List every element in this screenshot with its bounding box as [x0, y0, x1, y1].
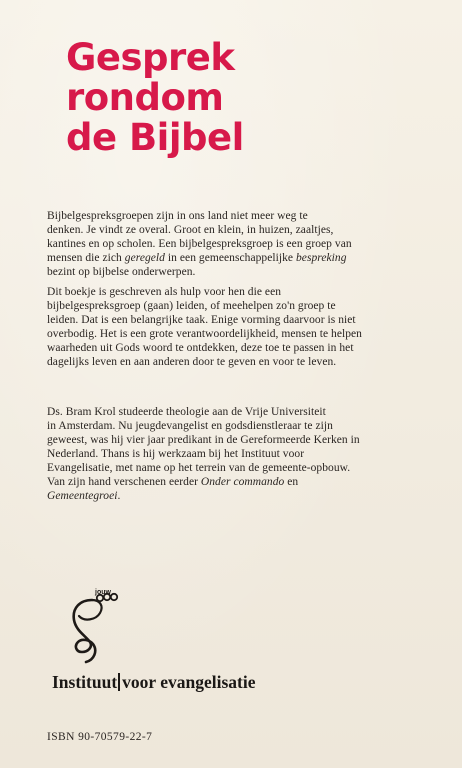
title-line-3: de Bijbel [66, 116, 244, 159]
p3-italic-onder-commando: Onder commando [200, 476, 285, 488]
publisher-name [52, 672, 256, 692]
p1-line-5: bezint op bijbelse onderwerpen. [47, 266, 196, 278]
p2-line-4: overbodig. Het is een grote verantwoordelijkheid, mensen te helpen [47, 328, 362, 340]
book-title [66, 38, 244, 158]
publisher-name-part-2: voor evangelisatie [122, 672, 256, 692]
p3-line-4: Nederland. Thans is hij werkzaam bij het Instituut voor [47, 448, 305, 460]
publisher-name-part-1: Instituut [52, 672, 118, 692]
logo-text: jouw [95, 589, 111, 596]
p3-line-3: geweest, was hij vier jaar predikant in de Gereformeerde Kerken in [47, 434, 360, 446]
p2-line-2: bijbelgespreksgroep (gaan) leiden, of meehelpen zo'n groep te [47, 300, 336, 312]
title-line-1: Gesprek [66, 36, 235, 79]
intro-paragraph [47, 209, 403, 279]
p3-italic-gemeentegroei: Gemeentegroei [47, 490, 118, 502]
p1-italic-bespreking: bespreking [295, 252, 347, 264]
p3-line-5: Evangelisatie, met name op het terrein van de gemeente-opbouw. [47, 462, 351, 474]
p2-line-1: Dit boekje is geschreven als hulp voor hen die een [47, 286, 282, 298]
author-paragraph [47, 405, 403, 503]
purpose-paragraph [47, 285, 403, 369]
publisher-separator [118, 673, 120, 691]
p1-line-4a: mensen die zich [47, 252, 125, 264]
p2-line-5: waarheden uit Gods woord te ontdekken, deze toe te passen in het [47, 342, 354, 354]
p3-line-2: in Amsterdam. Nu jeugdevangelist en godsdienstleraar te zijn [47, 420, 333, 432]
p2-line-6: dagelijks leven en aan anderen door te geven en voor te leven. [47, 356, 337, 368]
p3-line-6a: Van zijn hand verschenen eerder [47, 476, 201, 488]
p1-line-2: denken. Je vindt ze overal. Groot en klein, in huizen, zaaltjes, [47, 224, 334, 236]
p3-line-1: Ds. Bram Krol studeerde theologie aan de Vrije Universiteit [47, 406, 326, 418]
isbn-number: ISBN 90-70579-22-7 [47, 731, 153, 743]
p3-line-6b: en [284, 476, 299, 488]
p2-line-3: leiden. Dat is een belangrijke taak. Enige vorming daarvoor is niet [47, 314, 356, 326]
logo-mark [62, 586, 152, 666]
p1-line-4b: in een gemeenschappelijke [164, 252, 296, 264]
p1-line-3: kantines en op scholen. Een bijbelgespreksgroep is een groep van [47, 238, 352, 250]
p1-line-1: Bijbelgespreksgroepen zijn in ons land niet meer weg te [47, 210, 308, 222]
title-line-2: rondom [66, 76, 224, 119]
p1-italic-geregeld: geregeld [124, 252, 165, 264]
instituut-logo-icon [62, 586, 152, 666]
p3-line-7-period: . [117, 490, 121, 502]
